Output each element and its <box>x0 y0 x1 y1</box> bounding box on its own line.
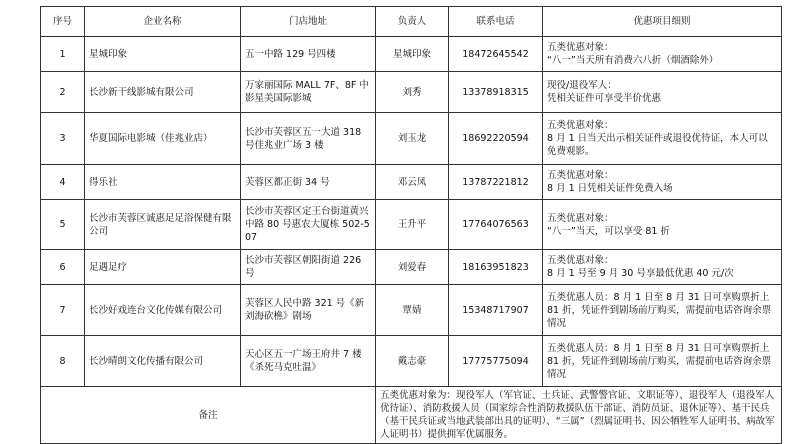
row-company: 足遇足疗 <box>85 250 241 285</box>
header-offer: 优惠项目细则 <box>543 7 782 37</box>
row-index: 4 <box>41 165 85 200</box>
row-offer: 五类优惠对象： “八一”当天所有消费六八折（烟酒除外） <box>543 37 782 72</box>
row-offer: 五类优惠对象： “八一”当天，可以享受 81 折 <box>543 200 782 250</box>
row-index: 7 <box>41 285 85 336</box>
row-address: 长沙市芙蓉区朝阳街道 226 号 <box>241 250 376 285</box>
row-index: 6 <box>41 250 85 285</box>
header-row <box>41 7 782 37</box>
row-offer: 五类优惠人员：8 月 1 日至 8 月 31 日可享购票折上 81 折，凭证件到剧场前厅购买，需提前电话咨询余票情况 <box>543 336 782 387</box>
note-label: 备注 <box>41 387 376 444</box>
offer-table <box>40 6 782 444</box>
row-index: 8 <box>41 336 85 387</box>
table-row <box>41 250 782 285</box>
row-index: 5 <box>41 200 85 250</box>
row-phone: 13378918315 <box>449 72 543 113</box>
header-phone: 联系电话 <box>449 7 543 37</box>
row-offer: 现役/退役军人： 凭相关证件可享受半价优惠 <box>543 72 782 113</box>
row-offer: 五类优惠对象： 8 月 1 日当天出示相关证件或退役优待证，本人可以免费观影。 <box>543 113 782 165</box>
header-company: 企业名称 <box>85 7 241 37</box>
row-offer: 五类优惠对象： 8 月 1 号至 9 月 30 号享最低优惠 40 元/次 <box>543 250 782 285</box>
row-company: 长沙好戏连台文化传媒有限公司 <box>85 285 241 336</box>
row-manager: 王升平 <box>376 200 449 250</box>
table-row <box>41 37 782 72</box>
row-manager: 戴志豪 <box>376 336 449 387</box>
header-address: 门店地址 <box>241 7 376 37</box>
row-company: 长沙新干线影城有限公司 <box>85 72 241 113</box>
table-row <box>41 285 782 336</box>
table-row <box>41 113 782 165</box>
note-row <box>41 387 782 444</box>
row-company: 华夏国际电影城（佳兆业店） <box>85 113 241 165</box>
row-manager: 刘爱春 <box>376 250 449 285</box>
row-index: 1 <box>41 37 85 72</box>
header-index: 序号 <box>41 7 85 37</box>
row-manager: 覃婧 <box>376 285 449 336</box>
table-row <box>41 200 782 250</box>
row-phone: 18692220594 <box>449 113 543 165</box>
row-address: 芙蓉区人民中路 321 号《新刘海砍樵》剧场 <box>241 285 376 336</box>
row-manager: 邓云凤 <box>376 165 449 200</box>
row-company: 长沙晴朗文化传播有限公司 <box>85 336 241 387</box>
row-address: 五一中路 129 号四楼 <box>241 37 376 72</box>
row-company: 星城印象 <box>85 37 241 72</box>
row-address: 长沙市芙蓉区定王台街道黄兴中路 80 号惠农大厦栋 502-507 <box>241 200 376 250</box>
row-company: 长沙市芙蓉区诚惠足足浴保健有限公司 <box>85 200 241 250</box>
row-manager: 刘秀 <box>376 72 449 113</box>
row-phone: 17775775094 <box>449 336 543 387</box>
note-text: 五类优惠对象为：现役军人（军官证、士兵证、武警警官证、文职证等）、退役军人（退役军人优待证）、消防救援人员（国家综合性消防救援队伍干部证、消防员证、退休证等）、基干民兵（基干民兵证或当地武装部出具的证明）、“三属”（烈属证明书、因公牺牲军人证明书、病故军人证明书）提供拥军优属服务。 <box>376 387 782 444</box>
table-row <box>41 165 782 200</box>
row-address: 长沙市芙蓉区五一大道 318 号佳兆业广场 3 楼 <box>241 113 376 165</box>
row-company: 得乐社 <box>85 165 241 200</box>
row-address: 天心区五一广场王府井 7 楼《杀死马克吐温》 <box>241 336 376 387</box>
row-address: 芙蓉区都正街 34 号 <box>241 165 376 200</box>
row-phone: 18163951823 <box>449 250 543 285</box>
row-offer: 五类优惠对象： 8 月 1 日凭相关证件免费入场 <box>543 165 782 200</box>
row-offer: 五类优惠人员：8 月 1 日至 8 月 31 日可享购票折上 81 折，凭证件到剧场前厅购买，需提前电话咨询余票情况 <box>543 285 782 336</box>
table-row <box>41 336 782 387</box>
row-index: 2 <box>41 72 85 113</box>
row-phone: 18472645542 <box>449 37 543 72</box>
row-phone: 15348717907 <box>449 285 543 336</box>
row-manager: 星城印象 <box>376 37 449 72</box>
row-manager: 刘玉龙 <box>376 113 449 165</box>
row-address: 万家丽国际 MALL 7F、8F 中影星美国际影城 <box>241 72 376 113</box>
row-index: 3 <box>41 113 85 165</box>
row-phone: 17764076563 <box>449 200 543 250</box>
table-row <box>41 72 782 113</box>
row-phone: 13787221812 <box>449 165 543 200</box>
header-manager: 负责人 <box>376 7 449 37</box>
